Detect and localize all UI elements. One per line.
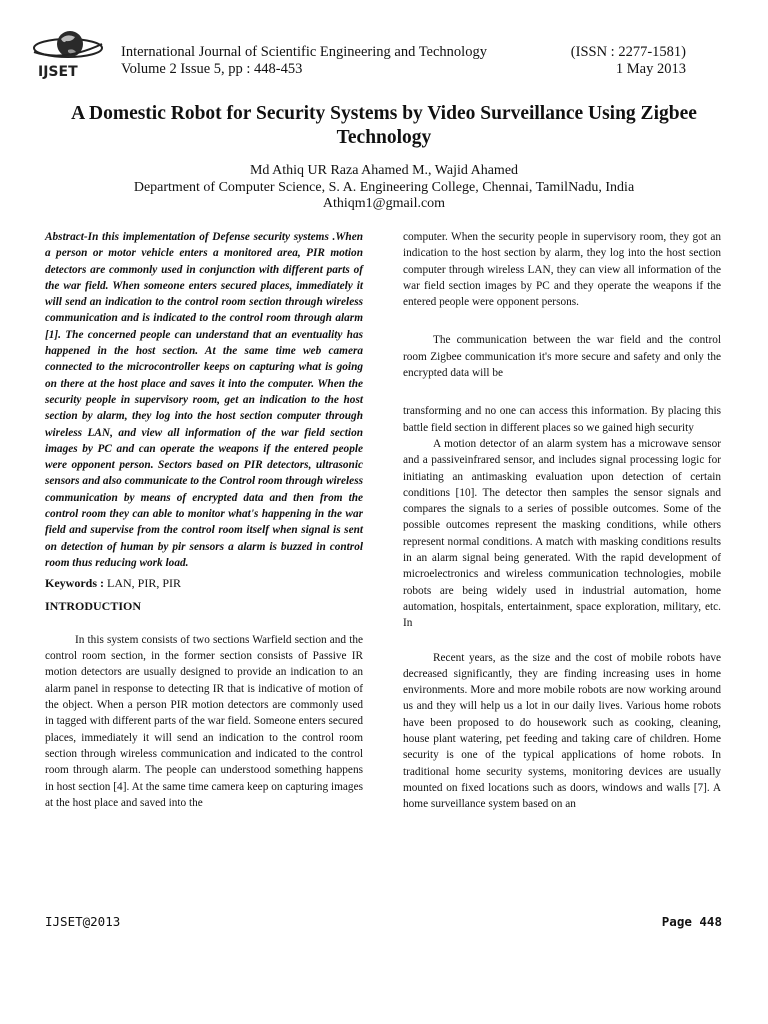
footer-copyright: IJSET@2013 <box>45 914 121 929</box>
keywords-list: LAN, PIR, PIR <box>107 576 182 591</box>
issn-header <box>571 44 686 78</box>
abstract: Abstract-In this implementation of Defense security systems .When a person or motor vehicle enters a monitored area, PIR motion detectors are commonly used in conjunction with different parts of the war field. When someone enters secured places, immediately it will send an indication to the control room section through wireless communication and is indicated to the control room through alarm [1]. The concerned people can understand that an eventuality has happened in the host section. At the same time web camera connected to the microcontroller keeps on capturing what is going on there at the host place and saves it into the computer. When the security people in supervisory room, get an indication to the host section by alarm, they log into the host section computer through wireless LAN, and view all information of the war field section images by PC and can operate the weapons if the entered people were opponent person. Sectors based on PIR detectors, ultrasonic sensors and also communicate to the Control room through wireless communication by means of encrypted data and then from the control room they can able to monitor what's happening in the war field and supervise from the control room itself when signal is sent on detection of human by pir sensors a alarm is buzzed in control room thus reducing work load. <box>45 231 363 569</box>
right-paragraph-2: The communication between the war field and the control room Zigbee communication it's more secure and safety and only the encrypted data will be <box>403 334 721 380</box>
journal-name: International Journal of Scientific Engineering and Technology <box>121 44 487 60</box>
page-number: Page 448 <box>661 914 722 929</box>
publication-date: 1 May 2013 <box>615 61 686 77</box>
intro-paragraph: In this system consists of two sections Warfield section and the control room section, in the former section consists of Passive IR motion detectors are usually designed to provide an indication to an alarm panel in response to detecting IR that is indicative of motion of the object. When a person PIR motion detectors are commonly used in tagged with different parts of the war field. Someone enters secured places, immediately it will send an indication to the control room section through wireless communication and indicated to the control room through alarm. The people can understood something happens in host section [4]. At the same time camera keep on capturing images at the host place and saved into the <box>45 633 363 809</box>
introduction-heading: INTRODUCTION <box>45 598 142 613</box>
journal-header <box>121 44 487 78</box>
right-paragraph-5: Recent years, as the size and the cost of mobile robots have decreased significantly, they are finding increasing uses in home environments. More and more mobile robots are now working around us and they will help us a lot in our daily lives. Various home robots have been proposed to do housework such as cooking, cleaning, house plant watering, pet feeding and taking care of children. Home security is one of the typical applications of home robots. In traditional home security systems, monitoring devices are usually mounted on fixed locations such as doors, windows and walls [7]. A home surveillance system based on an <box>403 651 721 811</box>
globe-logo-icon <box>28 24 114 82</box>
keywords <box>45 575 363 591</box>
logo-text: IJSET <box>38 64 78 80</box>
author-block <box>0 163 768 213</box>
left-column <box>45 229 363 811</box>
right-column <box>403 229 721 813</box>
issn: (ISSN : 2277-1581) <box>570 44 686 60</box>
right-paragraph-3: transforming and no one can access this information. By placing this battle field section in different places so we gained high security <box>403 405 721 434</box>
author-names: Md Athiq UR Raza Ahamed M., Wajid Ahamed <box>249 163 519 178</box>
author-email: Athiqm1@gmail.com <box>322 196 446 211</box>
right-paragraph-4: A motion detector of an alarm system has a microwave sensor and a passiveinfrared sensor, and includes signal processing logic for initiating an antimasking evaluation upon detection of certain conditions [10]. The detector then samples the sensor signals and compares the signals to a series of possible outcomes. Some of the possible outcomes represent the masking conditions, while others represent normal conditions. A match with masking conditions results in an alarm signal being generated. With the rapid development of microelectronics and wireless communication technologies, mobile robots are being widely used in industrial automation, home automation, hospitals, entertainment, space exploration, military, etc. In <box>403 437 721 630</box>
ijset-logo <box>28 24 114 82</box>
paper-title: A Domestic Robot for Security Systems by Video Surveillance Using Zigbee Technology <box>71 103 697 148</box>
volume-info: Volume 2 Issue 5, pp : 448-453 <box>121 61 303 77</box>
right-paragraph-1: computer. When the security people in supervisory room, they got an indication to the host section by alarm, they log into the host section computer through wireless LAN, they can view all information of the war field section images by PC and they operate the weapons if the entered people were opponent persons. <box>403 231 721 309</box>
keywords-label: Keywords : <box>45 576 104 591</box>
affiliation: Department of Computer Science, S. A. Engineering College, Chennai, TamilNadu, India <box>133 179 635 195</box>
